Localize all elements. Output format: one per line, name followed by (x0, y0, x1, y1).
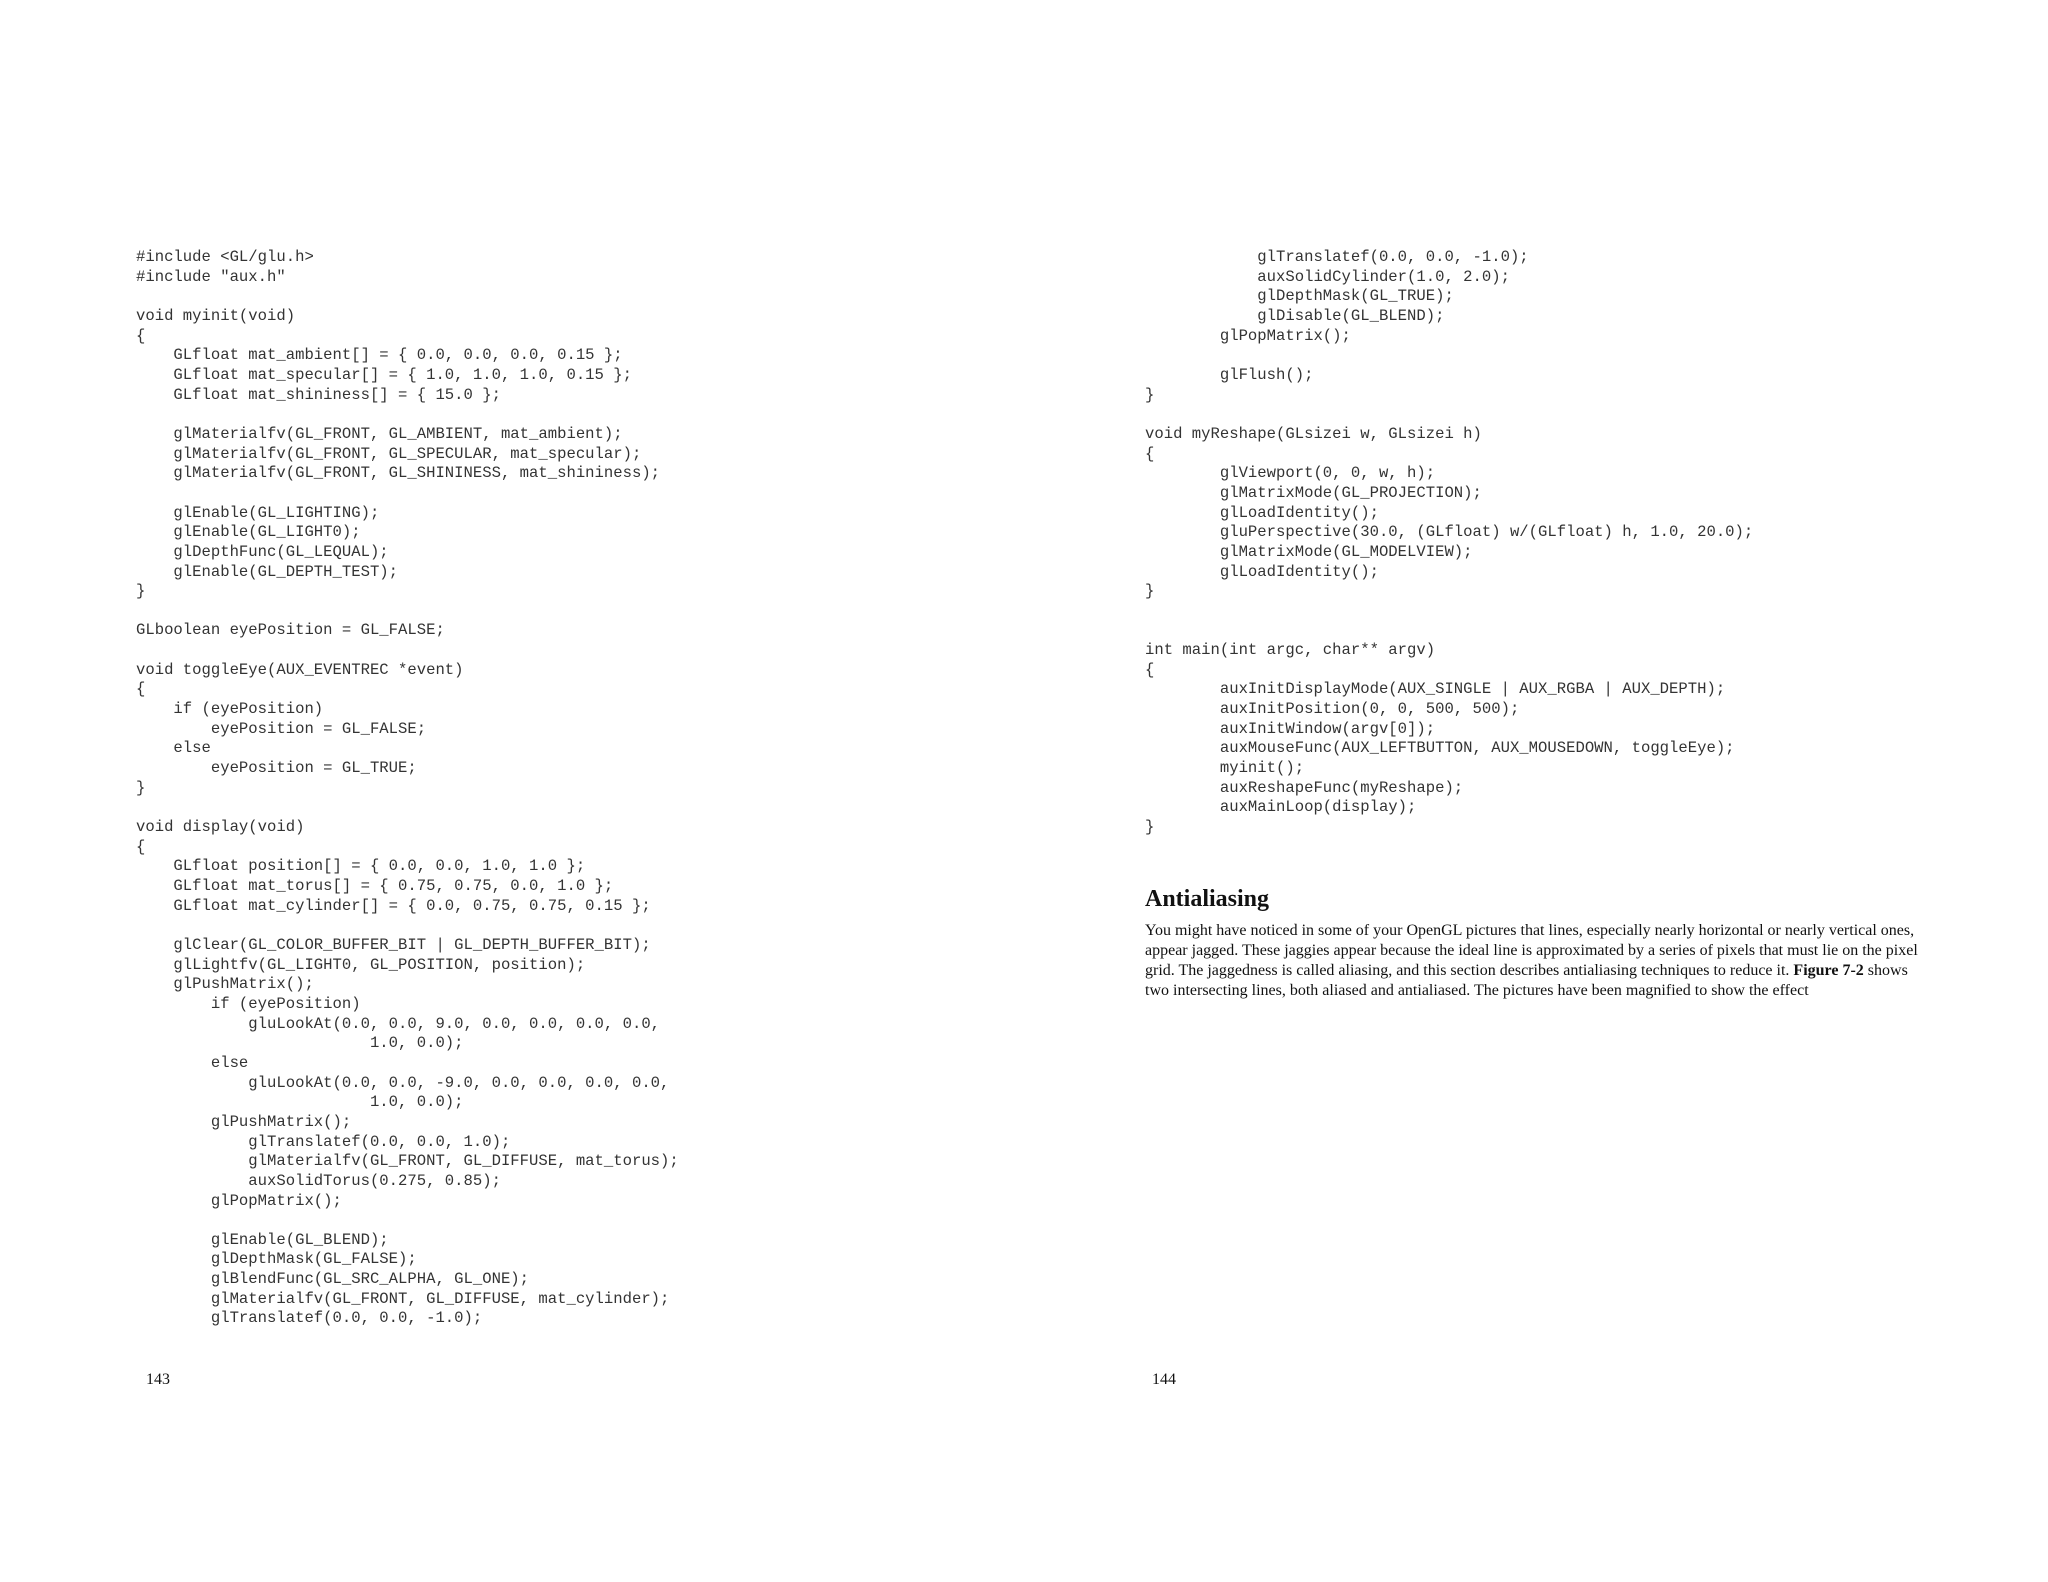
code-listing-left: #include <GL/glu.h> #include "aux.h" void myinit(void) { GLfloat mat_ambient[] = { 0.0, 0.0, 0.0, 0.15 }; GLfloat mat_specular[] = { 1.0, 1.0, 1.0, 0.15 }; GLfloat mat_shininess[] = { 15.0 }; glMaterialfv(GL_FRONT, GL_AMBIENT, mat_ambient); glMaterialfv(GL_FRONT, GL_SPECULAR, mat_specular); glMaterialfv(GL_FRONT, GL_SHININESS, mat_shininess); glEnable(GL_LIGHTING); glEnable(GL_LIGHT0); glDepthFunc(GL_LEQUAL); glEnable(GL_DEPTH_TEST); } GLboolean eyePosition = GL_FALSE; void toggleEye(AUX_EVENTREC *event) { if (eyePosition) eyePosition = GL_FALSE; else eyePosition = GL_TRUE; } void display(void) { GLfloat position[] = { 0.0, 0.0, 1.0, 1.0 }; GLfloat mat_torus[] = { 0.75, 0.75, 0.0, 1.0 }; GLfloat mat_cylinder[] = { 0.0, 0.75, 0.75, 0.15 }; glClear(GL_COLOR_BUFFER_BIT | GL_DEPTH_BUFFER_BIT); glLightfv(GL_LIGHT0, GL_POSITION, position); glPushMatrix(); if (eyePosition) gluLookAt(0.0, 0.0, 9.0, 0.0, 0.0, 0.0, 0.0, 1.0, 0.0); else gluLookAt(0.0, 0.0, -9.0, 0.0, 0.0, 0.0, 0.0, 1.0, 0.0); glPushMatrix(); glTranslatef(0.0, 0.0, 1.0); glMaterialfv(GL_FRONT, GL_DIFFUSE, mat_torus); auxSolidTorus(0.275, 0.85); glPopMatrix(); glEnable(GL_BLEND); glDepthMask(GL_FALSE); glBlendFunc(GL_SRC_ALPHA, GL_ONE); glMaterialfv(GL_FRONT, GL_DIFFUSE, mat_cylinder); glTranslatef(0.0, 0.0, -1.0); (136, 248, 679, 1328)
figure-reference[interactable]: Figure 7-2 (1793, 962, 1864, 979)
code-listing-right: glTranslatef(0.0, 0.0, -1.0); auxSolidCylinder(1.0, 2.0); glDepthMask(GL_TRUE); glDisable(GL_BLEND); glPopMatrix(); glFlush(); } void myReshape(GLsizei w, GLsizei h) { glViewport(0, 0, w, h); glMatrixMode(GL_PROJECTION); glLoadIdentity(); gluPerspective(30.0, (GLfloat) w/(GLfloat) h, 1.0, 20.0); glMatrixMode(GL_MODELVIEW); glLoadIdentity(); } int main(int argc, char** argv) { auxInitDisplayMode(AUX_SINGLE | AUX_RGBA | AUX_DEPTH); auxInitPosition(0, 0, 500, 500); auxInitWindow(argv[0]); auxMouseFunc(AUX_LEFTBUTTON, AUX_MOUSEDOWN, toggleEye); myinit(); auxReshapeFunc(myReshape); auxMainLoop(display); } (1145, 248, 1754, 837)
body-text-after: shows two intersecting lines, both aliased and antialiased. The pictures have been magnified to show the effect (1145, 962, 1908, 999)
body-paragraph (1145, 921, 1935, 1001)
page-number-right: 144 (1152, 1371, 1176, 1388)
body-text-before: You might have noticed in some of your OpenGL pictures that lines, especially nearly horizontal or nearly vertical ones, appear jagged. These jaggies appear because the ideal line is approximated by a series of pixels that must lie on the pixel grid. The jaggedness is called aliasing, and this section describes antialiasing techniques to reduce it. (1145, 922, 1918, 979)
right-page (1024, 0, 2048, 1582)
page-number-left: 143 (146, 1371, 170, 1388)
section-title: Antialiasing (1145, 886, 1270, 912)
